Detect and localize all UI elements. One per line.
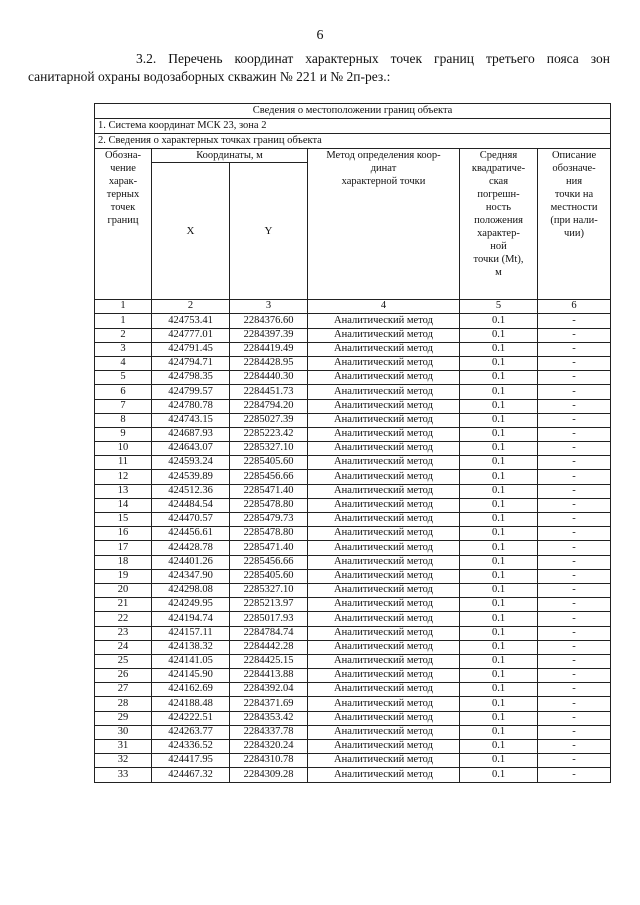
- table-row: [95, 569, 611, 583]
- table-title: Сведения о местоположении границ объекта: [95, 104, 611, 119]
- cell-x: 424428.78: [152, 541, 230, 555]
- cell-description: -: [538, 527, 611, 541]
- table-row: [95, 328, 611, 342]
- cell-point: 27: [95, 683, 152, 697]
- cell-y: 2284784.74: [230, 626, 308, 640]
- cell-description: -: [538, 342, 611, 356]
- cell-x: 424777.01: [152, 328, 230, 342]
- cell-y: 2285017.93: [230, 612, 308, 626]
- cell-description: -: [538, 470, 611, 484]
- cell-point: 10: [95, 442, 152, 456]
- cell-error: 0.1: [460, 342, 538, 356]
- cell-error: 0.1: [460, 456, 538, 470]
- cell-point: 4: [95, 356, 152, 370]
- cell-point: 7: [95, 399, 152, 413]
- cell-y: 2285471.40: [230, 484, 308, 498]
- cell-y: 2285478.80: [230, 498, 308, 512]
- cell-error: 0.1: [460, 484, 538, 498]
- coordinate-system-row: 1. Система координат МСК 23, зона 2: [95, 119, 611, 134]
- table-row: [95, 356, 611, 370]
- cell-point: 17: [95, 541, 152, 555]
- cell-x: 424222.51: [152, 711, 230, 725]
- cell-description: -: [538, 740, 611, 754]
- cell-x: 424470.57: [152, 513, 230, 527]
- table-row: [95, 583, 611, 597]
- cell-error: 0.1: [460, 442, 538, 456]
- cell-error: 0.1: [460, 683, 538, 697]
- cell-x: 424780.78: [152, 399, 230, 413]
- cell-point: 14: [95, 498, 152, 512]
- cell-x: 424162.69: [152, 683, 230, 697]
- cell-method: Аналитический метод: [308, 583, 460, 597]
- column-number: 5: [460, 300, 538, 314]
- cell-point: 20: [95, 583, 152, 597]
- cell-description: -: [538, 371, 611, 385]
- cell-x: 424263.77: [152, 725, 230, 739]
- cell-error: 0.1: [460, 612, 538, 626]
- cell-x: 424141.05: [152, 654, 230, 668]
- cell-x: 424484.54: [152, 498, 230, 512]
- cell-y: 2284320.24: [230, 740, 308, 754]
- cell-y: 2285223.42: [230, 427, 308, 441]
- cell-method: Аналитический метод: [308, 740, 460, 754]
- cell-description: -: [538, 314, 611, 328]
- cell-y: 2285405.60: [230, 569, 308, 583]
- cell-y: 2284371.69: [230, 697, 308, 711]
- cell-description: -: [538, 583, 611, 597]
- cell-x: 424512.36: [152, 484, 230, 498]
- cell-method: Аналитический метод: [308, 683, 460, 697]
- cell-description: -: [538, 555, 611, 569]
- cell-error: 0.1: [460, 711, 538, 725]
- cell-y: 2285405.60: [230, 456, 308, 470]
- cell-x: 424687.93: [152, 427, 230, 441]
- cell-point: 8: [95, 413, 152, 427]
- table-row: [95, 541, 611, 555]
- table-row: [95, 314, 611, 328]
- cell-error: 0.1: [460, 725, 538, 739]
- cell-x: 424798.35: [152, 371, 230, 385]
- cell-x: 424145.90: [152, 669, 230, 683]
- cell-error: 0.1: [460, 598, 538, 612]
- cell-description: -: [538, 541, 611, 555]
- cell-error: 0.1: [460, 513, 538, 527]
- cell-method: Аналитический метод: [308, 669, 460, 683]
- cell-method: Аналитический метод: [308, 456, 460, 470]
- cell-description: -: [538, 569, 611, 583]
- cell-x: 424799.57: [152, 385, 230, 399]
- cell-error: 0.1: [460, 740, 538, 754]
- cell-y: 2285471.40: [230, 541, 308, 555]
- cell-x: 424347.90: [152, 569, 230, 583]
- page-number: 6: [316, 28, 324, 43]
- cell-y: 2284428.95: [230, 356, 308, 370]
- cell-description: -: [538, 683, 611, 697]
- cell-y: 2284419.49: [230, 342, 308, 356]
- cell-point: 32: [95, 754, 152, 768]
- cell-x: 424138.32: [152, 640, 230, 654]
- cell-description: -: [538, 768, 611, 782]
- cell-method: Аналитический метод: [308, 725, 460, 739]
- table-row: [95, 768, 611, 782]
- cell-description: -: [538, 626, 611, 640]
- cell-y: 2284397.39: [230, 328, 308, 342]
- cell-x: 424456.61: [152, 527, 230, 541]
- cell-point: 23: [95, 626, 152, 640]
- cell-x: 424194.74: [152, 612, 230, 626]
- cell-x: 424336.52: [152, 740, 230, 754]
- header-error: [460, 149, 538, 300]
- cell-x: 424188.48: [152, 697, 230, 711]
- cell-y: 2284353.42: [230, 711, 308, 725]
- table-row: [95, 413, 611, 427]
- cell-method: Аналитический метод: [308, 654, 460, 668]
- table-row: [95, 399, 611, 413]
- table-row: [95, 427, 611, 441]
- cell-y: 2285327.10: [230, 583, 308, 597]
- cell-x: 424753.41: [152, 314, 230, 328]
- cell-x: 424401.26: [152, 555, 230, 569]
- header-y: Y: [230, 163, 308, 300]
- table-row: [95, 442, 611, 456]
- cell-point: 25: [95, 654, 152, 668]
- cell-description: -: [538, 413, 611, 427]
- table-row: [95, 669, 611, 683]
- cell-y: 2285327.10: [230, 442, 308, 456]
- table-row: [95, 654, 611, 668]
- cell-method: Аналитический метод: [308, 484, 460, 498]
- cell-point: 15: [95, 513, 152, 527]
- cell-error: 0.1: [460, 569, 538, 583]
- cell-method: Аналитический метод: [308, 385, 460, 399]
- cell-method: Аналитический метод: [308, 768, 460, 782]
- table-row: [95, 697, 611, 711]
- cell-y: 2284794.20: [230, 399, 308, 413]
- column-number: 6: [538, 300, 611, 314]
- cell-error: 0.1: [460, 498, 538, 512]
- cell-description: -: [538, 654, 611, 668]
- cell-method: Аналитический метод: [308, 470, 460, 484]
- cell-error: 0.1: [460, 427, 538, 441]
- table-row: [95, 498, 611, 512]
- cell-error: 0.1: [460, 626, 538, 640]
- cell-y: 2285478.80: [230, 527, 308, 541]
- header-method: [308, 149, 460, 300]
- cell-description: -: [538, 399, 611, 413]
- table-row: [95, 484, 611, 498]
- cell-x: 424593.24: [152, 456, 230, 470]
- cell-description: -: [538, 385, 611, 399]
- header-description: [538, 149, 611, 300]
- table-row: [95, 683, 611, 697]
- table-row: [95, 725, 611, 739]
- cell-point: 6: [95, 385, 152, 399]
- cell-error: 0.1: [460, 470, 538, 484]
- cell-description: -: [538, 484, 611, 498]
- table-row: [95, 598, 611, 612]
- cell-description: -: [538, 697, 611, 711]
- cell-error: 0.1: [460, 697, 538, 711]
- cell-point: 18: [95, 555, 152, 569]
- column-number: 4: [308, 300, 460, 314]
- table-row: [95, 555, 611, 569]
- cell-method: Аналитический метод: [308, 754, 460, 768]
- header-description-text: Описание обозначе- ния точки на местности (при нали- чии): [550, 150, 598, 239]
- cell-y: 2285456.66: [230, 470, 308, 484]
- cell-y: 2284310.78: [230, 754, 308, 768]
- cell-error: 0.1: [460, 371, 538, 385]
- cell-point: 11: [95, 456, 152, 470]
- table-row: [95, 640, 611, 654]
- cell-point: 31: [95, 740, 152, 754]
- cell-method: Аналитический метод: [308, 498, 460, 512]
- cell-description: -: [538, 456, 611, 470]
- cell-description: -: [538, 612, 611, 626]
- cell-point: 5: [95, 371, 152, 385]
- cell-y: 2285027.39: [230, 413, 308, 427]
- cell-error: 0.1: [460, 328, 538, 342]
- cell-description: -: [538, 725, 611, 739]
- table-row: [95, 711, 611, 725]
- cell-point: 12: [95, 470, 152, 484]
- heading-line-2: санитарной охраны водозаборных скважин № 221 и № 2п-рез.:: [28, 69, 391, 84]
- cell-y: 2284440.30: [230, 371, 308, 385]
- table-row: [95, 626, 611, 640]
- cell-x: 424417.95: [152, 754, 230, 768]
- table-row: [95, 456, 611, 470]
- cell-description: -: [538, 427, 611, 441]
- cell-y: 2284392.04: [230, 683, 308, 697]
- cell-method: Аналитический метод: [308, 342, 460, 356]
- cell-error: 0.1: [460, 541, 538, 555]
- cell-error: 0.1: [460, 669, 538, 683]
- cell-point: 28: [95, 697, 152, 711]
- cell-y: 2284413.88: [230, 669, 308, 683]
- cell-method: Аналитический метод: [308, 612, 460, 626]
- header-error-text: Средняя квадратиче- ская погрешн- ность положения характер- ной точки (Mt), м: [471, 150, 526, 278]
- table-row: [95, 385, 611, 399]
- cell-point: 16: [95, 527, 152, 541]
- cell-point: 26: [95, 669, 152, 683]
- cell-method: Аналитический метод: [308, 513, 460, 527]
- cell-method: Аналитический метод: [308, 371, 460, 385]
- cell-description: -: [538, 754, 611, 768]
- cell-description: -: [538, 598, 611, 612]
- cell-description: -: [538, 711, 611, 725]
- cell-x: 424791.45: [152, 342, 230, 356]
- cell-method: Аналитический метод: [308, 356, 460, 370]
- cell-error: 0.1: [460, 654, 538, 668]
- cell-point: 22: [95, 612, 152, 626]
- cell-y: 2284425.15: [230, 654, 308, 668]
- cell-point: 24: [95, 640, 152, 654]
- cell-point: 2: [95, 328, 152, 342]
- cell-x: 424643.07: [152, 442, 230, 456]
- cell-point: 13: [95, 484, 152, 498]
- cell-method: Аналитический метод: [308, 413, 460, 427]
- table-row: [95, 527, 611, 541]
- cell-method: Аналитический метод: [308, 598, 460, 612]
- cell-y: 2285456.66: [230, 555, 308, 569]
- cell-point: 19: [95, 569, 152, 583]
- cell-method: Аналитический метод: [308, 711, 460, 725]
- cell-x: 424467.32: [152, 768, 230, 782]
- cell-x: 424157.11: [152, 626, 230, 640]
- cell-x: 424539.89: [152, 470, 230, 484]
- cell-method: Аналитический метод: [308, 541, 460, 555]
- cell-error: 0.1: [460, 754, 538, 768]
- cell-description: -: [538, 640, 611, 654]
- column-number: 1: [95, 300, 152, 314]
- cell-y: 2284442.28: [230, 640, 308, 654]
- table-row: [95, 342, 611, 356]
- table-row: [95, 754, 611, 768]
- cell-y: 2284337.78: [230, 725, 308, 739]
- header-point-designation-text: Обозна- чение харак- терных точек границ: [104, 150, 142, 226]
- cell-y: 2285213.97: [230, 598, 308, 612]
- cell-point: 30: [95, 725, 152, 739]
- cell-error: 0.1: [460, 527, 538, 541]
- cell-error: 0.1: [460, 583, 538, 597]
- cell-y: 2284376.60: [230, 314, 308, 328]
- cell-method: Аналитический метод: [308, 527, 460, 541]
- cell-point: 29: [95, 711, 152, 725]
- column-number: 3: [230, 300, 308, 314]
- header-point-designation: [95, 149, 152, 300]
- cell-method: Аналитический метод: [308, 697, 460, 711]
- cell-point: 21: [95, 598, 152, 612]
- section-heading: [28, 50, 610, 86]
- table-row: [95, 470, 611, 484]
- cell-description: -: [538, 356, 611, 370]
- cell-y: 2285479.73: [230, 513, 308, 527]
- cell-error: 0.1: [460, 385, 538, 399]
- cell-x: 424743.15: [152, 413, 230, 427]
- table-row: [95, 513, 611, 527]
- cell-description: -: [538, 328, 611, 342]
- cell-error: 0.1: [460, 413, 538, 427]
- cell-description: -: [538, 513, 611, 527]
- cell-point: 1: [95, 314, 152, 328]
- cell-x: 424249.95: [152, 598, 230, 612]
- cell-description: -: [538, 498, 611, 512]
- column-numbers-row: [95, 300, 611, 314]
- cell-method: Аналитический метод: [308, 569, 460, 583]
- table-row: [95, 740, 611, 754]
- cell-method: Аналитический метод: [308, 314, 460, 328]
- cell-method: Аналитический метод: [308, 626, 460, 640]
- points-info-row: 2. Сведения о характерных точках границ объекта: [95, 134, 611, 149]
- cell-error: 0.1: [460, 768, 538, 782]
- cell-description: -: [538, 669, 611, 683]
- cell-x: 424298.08: [152, 583, 230, 597]
- cell-method: Аналитический метод: [308, 555, 460, 569]
- cell-method: Аналитический метод: [308, 427, 460, 441]
- column-number: 2: [152, 300, 230, 314]
- header-coordinates: Координаты, м: [152, 149, 308, 163]
- cell-error: 0.1: [460, 314, 538, 328]
- cell-method: Аналитический метод: [308, 640, 460, 654]
- cell-point: 9: [95, 427, 152, 441]
- cell-point: 3: [95, 342, 152, 356]
- cell-point: 33: [95, 768, 152, 782]
- coordinates-table: [94, 103, 611, 783]
- cell-error: 0.1: [460, 640, 538, 654]
- cell-error: 0.1: [460, 555, 538, 569]
- cell-y: 2284309.28: [230, 768, 308, 782]
- cell-error: 0.1: [460, 356, 538, 370]
- cell-y: 2284451.73: [230, 385, 308, 399]
- table-row: [95, 612, 611, 626]
- header-method-text: Метод определения коор- динат характерной точки: [326, 150, 441, 187]
- heading-line-1: 3.2. Перечень координат характерных точек границ третьего пояса зон: [136, 51, 610, 66]
- cell-method: Аналитический метод: [308, 399, 460, 413]
- cell-x: 424794.71: [152, 356, 230, 370]
- cell-error: 0.1: [460, 399, 538, 413]
- table-row: [95, 371, 611, 385]
- header-x: X: [152, 163, 230, 300]
- cell-method: Аналитический метод: [308, 328, 460, 342]
- cell-method: Аналитический метод: [308, 442, 460, 456]
- cell-description: -: [538, 442, 611, 456]
